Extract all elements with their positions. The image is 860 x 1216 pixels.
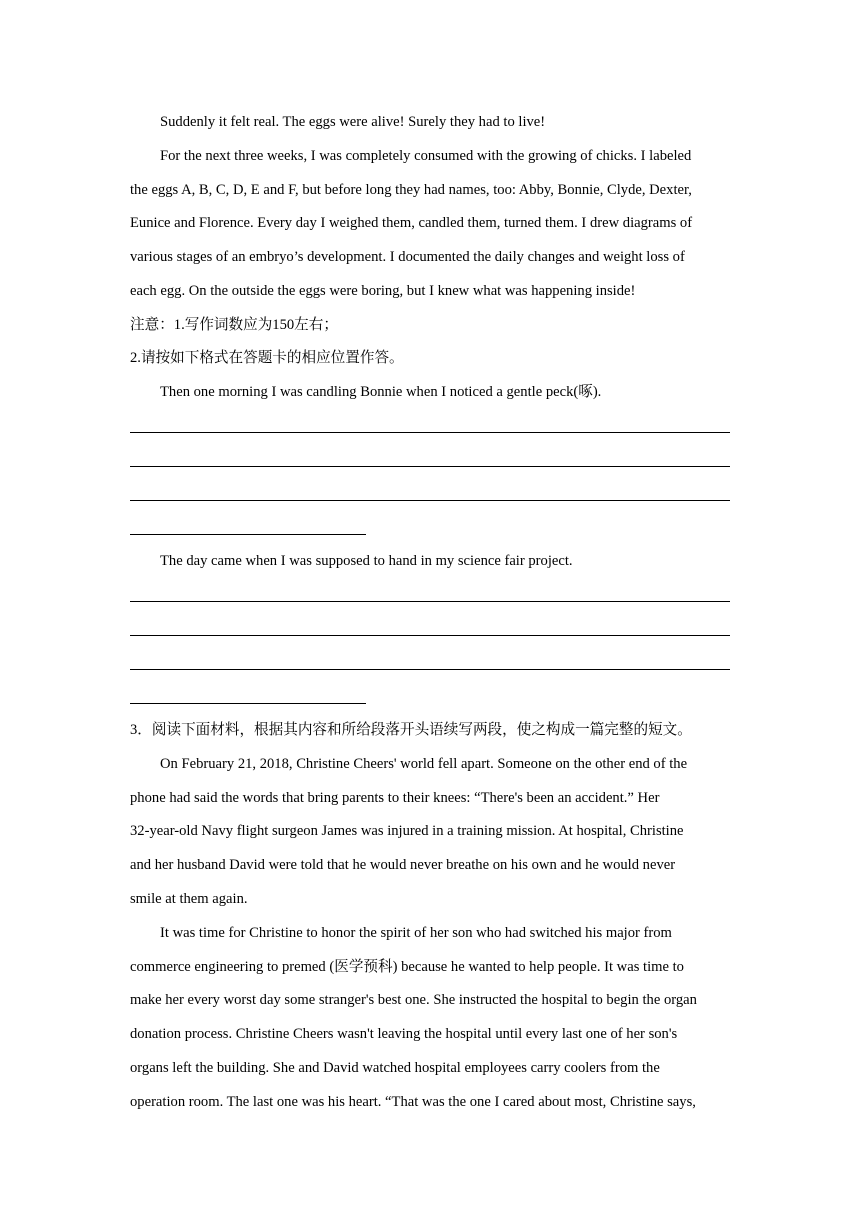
question-heading: 3．阅读下面材料，根据其内容和所给段落开头语续写两段，使之构成一篇完整的短文。 (130, 722, 692, 738)
answer-line (130, 635, 730, 636)
answer-line (130, 669, 730, 670)
writing-note: 2.请按如下格式在答题卡的相应位置作答。 (130, 350, 404, 366)
passage-line: smile at them again. (130, 891, 248, 907)
passage-line: For the next three weeks, I was completely consumed with the growing of chicks. I labeled (160, 148, 692, 164)
passage-line: Eunice and Florence. Every day I weighed them, candled them, turned them. I drew diagrams of (130, 215, 693, 231)
passage-line: On February 21, 2018, Christine Cheers' world fell apart. Someone on the other end of the (160, 756, 688, 772)
answer-line (130, 432, 730, 433)
passage-line: commerce engineering to premed (医学预科) because he wanted to help people. It was time to (130, 959, 684, 975)
passage-line: each egg. On the outside the eggs were boring, but I knew what was happening inside! (130, 283, 636, 299)
answer-line (130, 500, 730, 501)
passage-line: make her every worst day some stranger's best one. She instructed the hospital to begin the organ (130, 992, 697, 1008)
passage-line: phone had said the words that bring parents to their knees: “There's been an accident.” Her (130, 790, 660, 806)
writing-note: 注意：1.写作词数应为150左右； (130, 317, 338, 333)
passage-line: operation room. The last one was his heart. “That was the one I cared about most, Christine says, (130, 1094, 696, 1110)
passage-line: and her husband David were told that he would never breathe on his own and he would never (130, 857, 676, 873)
passage-line: various stages of an embryo’s development. I documented the daily changes and weight loss of (130, 249, 685, 265)
passage-line: the eggs A, B, C, D, E and F, but before long they had names, too: Abby, Bonnie, Clyde, Dexter, (130, 182, 692, 198)
passage-line: organs left the building. She and David watched hospital employees carry coolers from the (130, 1060, 660, 1076)
passage-line: donation process. Christine Cheers wasn't leaving the hospital until every last one of her son's (130, 1026, 678, 1042)
passage-line: Suddenly it felt real. The eggs were alive! Surely they had to live! (160, 114, 546, 130)
paragraph-prompt: The day came when I was supposed to hand in my science fair project. (160, 553, 573, 569)
answer-line (130, 703, 366, 704)
answer-line (130, 534, 366, 535)
passage-line: It was time for Christine to honor the spirit of her son who had switched his major from (160, 925, 672, 941)
answer-line (130, 466, 730, 467)
answer-line (130, 601, 730, 602)
passage-line: 32-year-old Navy flight surgeon James was injured in a training mission. At hospital, Christine (130, 823, 684, 839)
paragraph-prompt: Then one morning I was candling Bonnie when I noticed a gentle peck(啄). (160, 384, 602, 400)
